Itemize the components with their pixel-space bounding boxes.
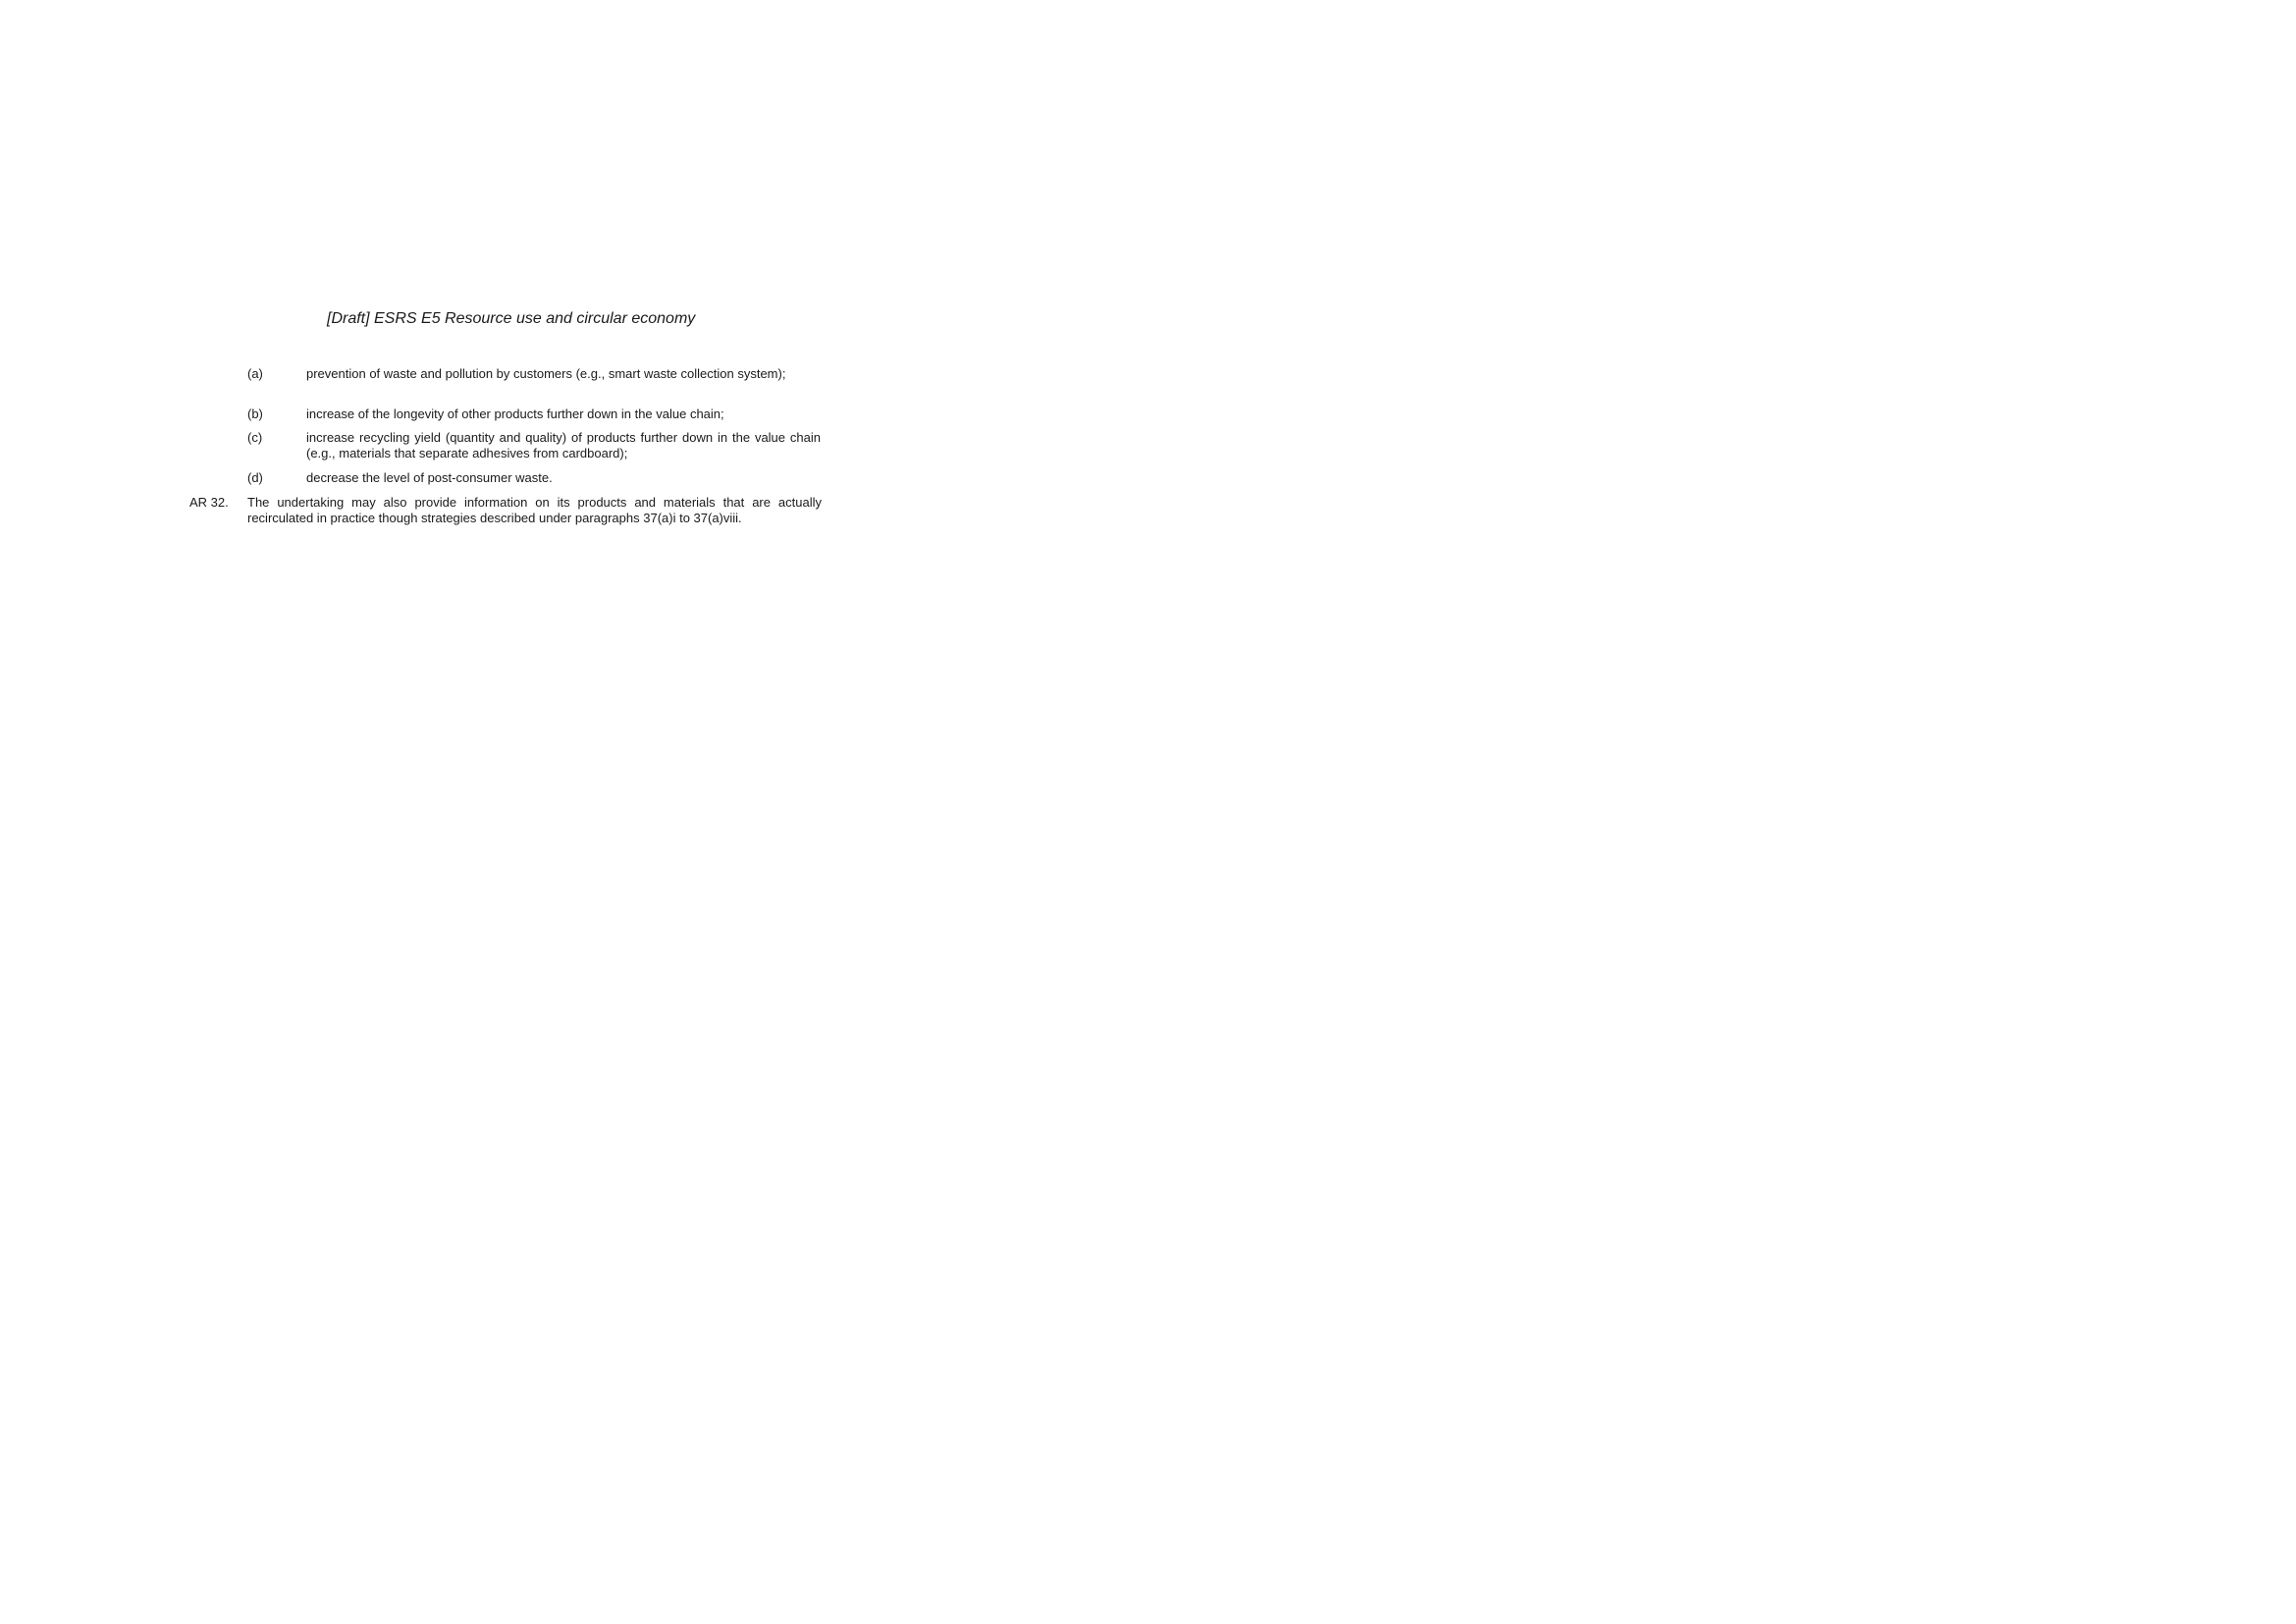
list-key-a: (a): [247, 366, 263, 381]
list-key-c: (c): [247, 430, 263, 445]
ar32-text: The undertaking may also provide information on its products and materials that are actually recirculated in practice though strategies described under paragraphs 37(a)i to 37(a)viii.: [247, 495, 822, 525]
ar32-key: AR 32.: [189, 495, 229, 510]
list-text-d: decrease the level of post-consumer waste.: [306, 470, 553, 485]
list-key-d: (d): [247, 470, 263, 485]
list-text-c: increase recycling yield (quantity and quality) of products further down in the value chain (e.g., materials that separate adhesives from cardboard);: [306, 430, 821, 460]
list-text-b: increase of the longevity of other products further down in the value chain;: [306, 406, 724, 421]
page-header: [Draft] ESRS E5 Resource use and circular economy: [327, 310, 696, 327]
list-key-b: (b): [247, 406, 263, 421]
list-text-a: prevention of waste and pollution by customers (e.g., smart waste collection system);: [306, 366, 786, 381]
